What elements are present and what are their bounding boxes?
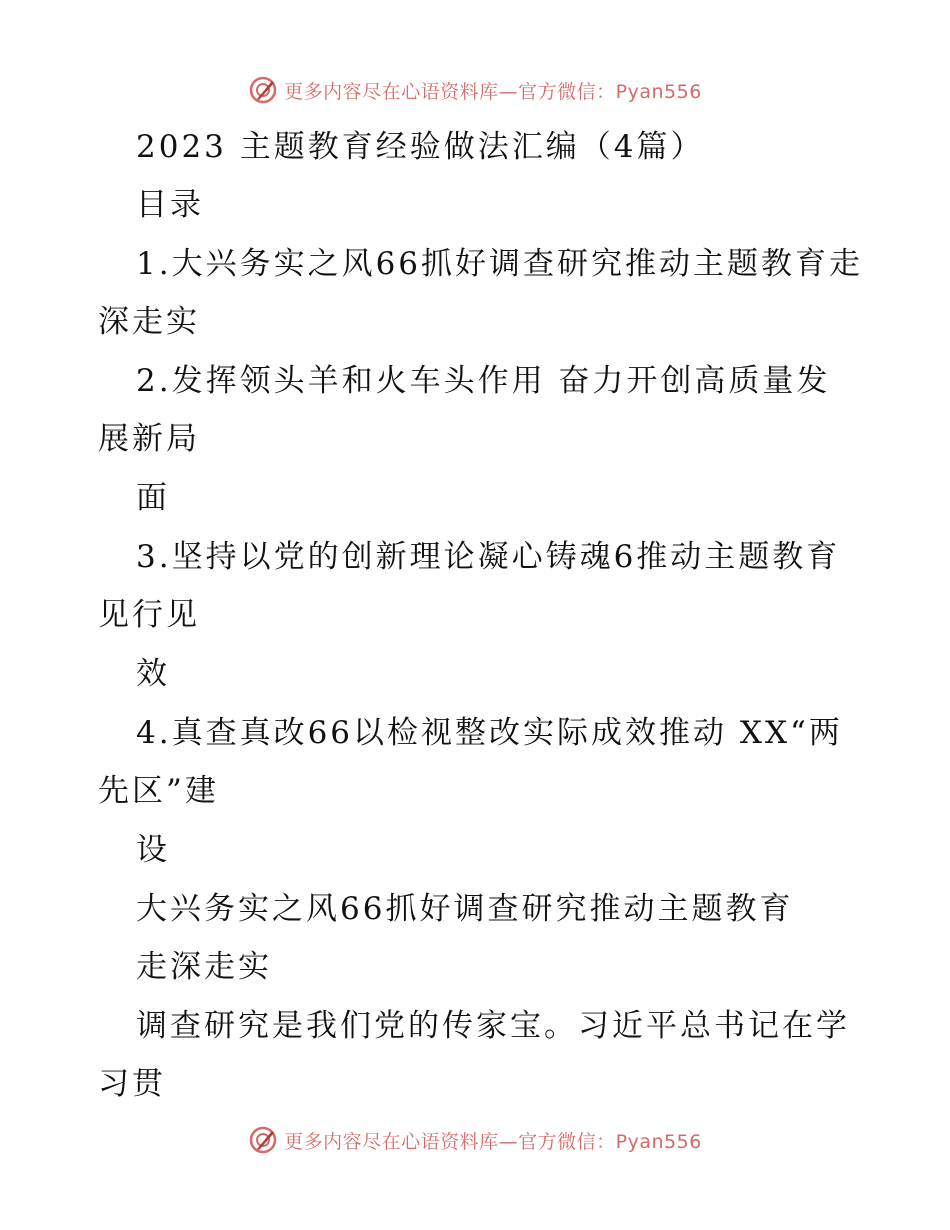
quill-logo-icon <box>248 75 278 105</box>
body-paragraph-line-2: 习贯 <box>98 1066 166 1102</box>
toc-item-1-line-2: 深走实 <box>98 304 200 340</box>
quill-logo-icon <box>248 1125 278 1155</box>
document-title: 2023 主题教育经验做法汇编（4篇） <box>136 129 705 165</box>
watermark-header <box>0 70 950 110</box>
toc-item-1-line-1: 1.大兴务实之风66抓好调查研究推动主题教育走 <box>136 246 864 282</box>
watermark-footer <box>0 1120 950 1160</box>
toc-item-4-line-3: 设 <box>136 832 170 868</box>
toc-item-3-line-3: 效 <box>136 656 170 692</box>
watermark-text: 更多内容尽在心语资料库—官方微信：Pyan556 <box>284 1130 702 1153</box>
toc-item-2-line-3: 面 <box>136 480 170 516</box>
article-title-line-1: 大兴务实之风66抓好调查研究推动主题教育 <box>136 891 794 927</box>
body-paragraph-line-1: 调查研究是我们党的传家宝。习近平总书记在学 <box>136 1008 850 1044</box>
toc-heading: 目录 <box>136 187 204 223</box>
toc-item-4-line-1: 4.真查真改66以检视整改实际成效推动 XX“两 <box>136 715 843 751</box>
toc-item-3-line-1: 3.坚持以党的创新理论凝心铸魂6推动主题教育 <box>136 539 841 575</box>
toc-item-3-line-2: 见行见 <box>98 597 200 633</box>
toc-item-4-line-2: 先区”建 <box>98 773 219 809</box>
toc-item-2-line-2: 展新局 <box>98 421 200 457</box>
watermark-text: 更多内容尽在心语资料库—官方微信：Pyan556 <box>284 80 702 103</box>
toc-item-2-line-1: 2.发挥领头羊和火车头作用 奋力开创高质量发 <box>136 363 831 399</box>
article-title-line-2: 走深走实 <box>136 949 272 985</box>
